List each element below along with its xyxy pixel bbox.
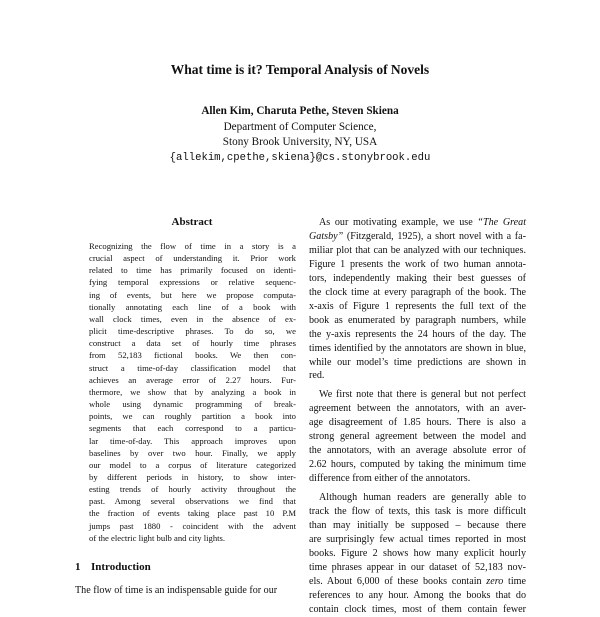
text-line: the fraction of events taking place past 10 P.M: [89, 508, 296, 519]
text-line: references to any hour. Among the books that do: [309, 589, 526, 601]
text-line: struct a time-of-day classification model that: [89, 362, 296, 373]
text-line: agreement between the annotators, with an aver-: [309, 403, 526, 415]
paragraph-3-end: [309, 589, 526, 617]
text-line: past. Among several observations we find that: [89, 496, 296, 507]
text-line: tionally annotating each line of a book with: [89, 301, 296, 312]
paragraph-3: [309, 491, 526, 575]
affiliation-university: Stony Brook University, NY, USA: [222, 136, 378, 148]
text-line: tors, independently making their best guesses of: [309, 272, 526, 284]
author-block: [0, 104, 600, 166]
paragraph-1-rest: [309, 244, 526, 384]
novel-title-italic: Gatsby”: [309, 230, 344, 242]
text-line: from 52,183 fictional books. We then con-: [89, 350, 296, 361]
emphasis-zero: zero: [486, 575, 504, 587]
text-line: than may initially be supposed – because there: [309, 520, 526, 532]
text-line: track the flow of texts, this task is more difficult: [309, 506, 526, 518]
text-line: the clock time at every paragraph of the book. The: [309, 286, 526, 298]
affiliation-department: Department of Computer Science,: [223, 120, 377, 133]
text-line: our model to a corpus of literature categorized: [89, 459, 296, 470]
text-line: of the electric light bulb and city lights.: [89, 532, 226, 543]
p1-line: Gatsby” (Fitzgerald, 1925), a short novel with a fa-: [309, 230, 526, 242]
text-line: are surprisingly few actual times reported in most: [309, 533, 526, 545]
text-line: miliar plot that can be analyzed with our techniques.: [309, 244, 526, 256]
author-email: {allekim,cpethe,skiena}@cs.stonybrook.edu: [169, 151, 431, 164]
text-line: construct a data set of hourly time phrases: [89, 338, 296, 349]
text-line: related to time has primarily focused on identi-: [89, 265, 296, 276]
text-line: esting trends of hourly activity throughout the: [89, 484, 296, 495]
text-line: points, we can roughly partition a book into: [89, 411, 296, 422]
text-line: while our model’s time predictions are shown in: [309, 356, 526, 368]
text-line: Although human readers are generally able to: [319, 492, 526, 504]
text-line: plicit time-descriptive phrases. To do so, we: [89, 326, 296, 337]
author-names: Allen Kim, Charuta Pethe, Steven Skiena: [201, 105, 399, 117]
text-line: segments that each correspond to a particu-: [89, 423, 296, 434]
text-line: achieves an average error of 2.27 hours. Fur-: [89, 374, 296, 385]
text-line: red.: [309, 370, 325, 382]
p1-line: As our motivating example, we use “The Great: [319, 217, 526, 228]
abstract-heading: Abstract: [171, 216, 213, 228]
introduction-text: [75, 584, 311, 598]
text-line: ing of events, but here we propose computa-: [89, 289, 296, 300]
text-line: times identified by the annotators are shown in blue,: [309, 342, 526, 354]
p3-line: els. About 6,000 of these books contain zero time: [309, 575, 526, 587]
text-line: lar time-of-day. This approach improves upon: [89, 435, 296, 446]
section-number: 1: [75, 561, 81, 573]
text-line: 2.62 hours, computed by taking the minimum time: [309, 459, 526, 471]
text-line: x-axis of Figure 1 represents the full text of the: [309, 300, 526, 312]
text-line: contain clock times, most of them contain fewer: [309, 603, 526, 615]
text-line: the y-axis represents the 24 hours of the day. The: [309, 328, 526, 340]
section-title: Introduction: [91, 561, 151, 573]
text-line: fying temporal expressions or relative sequenc-: [89, 277, 296, 288]
abstract-body: [89, 240, 296, 544]
text-line: age disagreement of 1.85 hours. There is also a: [309, 417, 526, 429]
text-line: wall clock times, even in the absence of ex-: [89, 313, 296, 324]
text-line: We first note that there is general but not perfect: [319, 389, 526, 401]
novel-title-italic: “The Great: [477, 217, 526, 228]
paragraph-2: [309, 388, 526, 486]
text-line: difference from either of the annotators.: [309, 473, 471, 485]
text-line: whole using dynamic programming of break-: [89, 399, 296, 410]
text-line: books. Figure 2 shows how many explicit hourly: [309, 547, 526, 559]
text-line: crucial aspect of understanding it. Prior work: [89, 253, 296, 264]
text-line: Recognizing the flow of time in a story is a: [89, 241, 296, 251]
text-line: thermore, we show that by analyzing a book in: [89, 386, 296, 397]
intro-line: The flow of time is an indispensable guide for our: [75, 585, 278, 596]
text-line: book as enumerated by paragraph numbers, while: [309, 314, 526, 326]
right-column-text: [309, 216, 526, 617]
text-line: jumps past 1880 - coincident with the advent: [89, 520, 296, 531]
text-line: time phrases appear in our dataset of 52,183 nov-: [309, 561, 526, 573]
text-line: the annotators, with an average absolute error of: [309, 445, 526, 457]
text-line: by different periods in history, to show inter-: [89, 471, 296, 482]
section-heading-introduction: [75, 561, 151, 573]
text-line: Figure 1 presents the work of two human annota-: [309, 258, 526, 270]
paper-title: What time is it? Temporal Analysis of Novels: [170, 62, 430, 77]
text-line: strong general agreement between the model and: [309, 431, 526, 443]
text-line: baselines by over two hour. Finally, we apply: [89, 447, 296, 458]
